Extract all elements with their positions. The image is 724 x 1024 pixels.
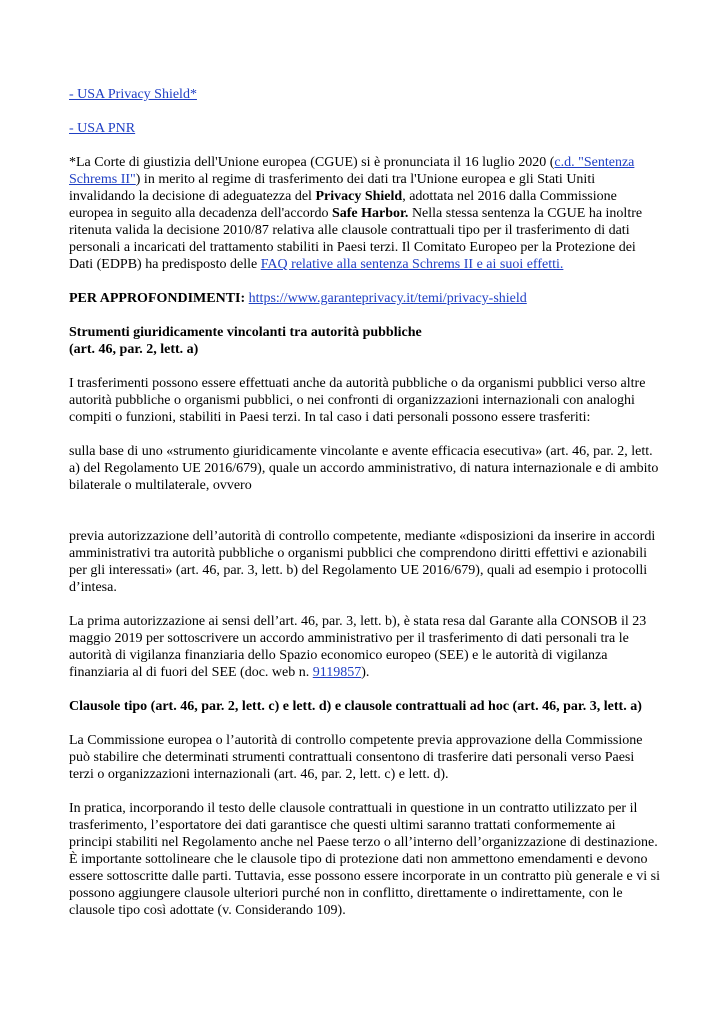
- link-doc-web-9119857[interactable]: 9119857: [312, 665, 362, 680]
- cgue-text-2: ) in merito al regime di trasferimento dei dati tra l'Unione europea e gli Stati Uniti invalidando la decisione di adeguatezza del: [69, 172, 596, 204]
- section1-paragraph-1: I trasferimenti possono essere effettuati anche da autorità pubbliche o da organismi pubblici verso altre autorità pubbliche o organismi pubblici, o nei confronti di organizzazioni internazionali con analoghi compiti o funzioni, stabiliti in Paesi terzi. In tal caso i dati personali possono essere trasferiti:: [69, 376, 646, 425]
- approfondimenti-line: [69, 290, 662, 307]
- section2-heading: [69, 698, 662, 715]
- section2-paragraph-1: La Commissione europea o l’autorità di controllo competente previa approvazione della Commissione può stabilire che determinati strumenti contrattuali consentono di trasferire dati personali verso Paesi terzi o organizzazioni internazionali (art. 46, par. 2, lett. c) e lett. d).: [69, 733, 643, 782]
- link-usa-privacy-shield[interactable]: - USA Privacy Shield*: [69, 87, 197, 102]
- section1-paragraph-2: sulla base di uno «strumento giuridicamente vincolante e avente efficacia esecutiva» (art. 46, par. 2, lett. a) del Regolamento UE 2016/679), quale un accordo amministrativo, di natura internazionale e di ambito bilaterale o multilaterale, ovvero: [69, 444, 659, 493]
- section1-p4-text: La prima autorizzazione ai sensi dell’art. 46, par. 3, lett. b), è stata resa dal Garante alla CONSOB il 23 maggio 2019 per sottoscrivere un accordo amministrativo per il trasferimento di dati personali tra le autorità di vigilanza finanziaria dello Spazio economico europeo (SEE) e le autorità di vigilanza finanziaria al di fuori del SEE (doc. web n.: [69, 614, 647, 680]
- section1-paragraph-3: previa autorizzazione dell’autorità di controllo competente, mediante «disposizioni da inserire in accordi amministrativi tra autorità pubbliche o organismi pubblici che comprendono diritti effettivi e azionabili per gli interessati» (art. 46, par. 3, lett. b) del Regolamento UE 2016/679), quali ad esempio i protocolli d’intesa.: [69, 529, 656, 595]
- link-sentenza-schrems[interactable]: c.d. "Sentenza Schrems II": [69, 155, 635, 187]
- link-usa-pnr[interactable]: - USA PNR: [69, 121, 136, 136]
- section1-heading-line1: Strumenti giuridicamente vincolanti tra autorità pubbliche: [69, 325, 422, 340]
- cgue-paragraph: [69, 154, 662, 273]
- bold-privacy-shield: Privacy Shield: [315, 189, 403, 204]
- cgue-text-1: *La Corte di giustizia dell'Unione europea (CGUE) si è pronunciata il 16 luglio 2020 (: [69, 155, 555, 170]
- link-faq-schrems[interactable]: FAQ relative alla sentenza Schrems II e ai suoi effetti.: [260, 257, 564, 272]
- approfondimenti-label: PER APPROFONDIMENTI:: [69, 291, 246, 306]
- link-usa-privacy-shield-para: [69, 86, 662, 103]
- section1-heading-line2: (art. 46, par. 2, lett. a): [69, 342, 199, 357]
- bold-safe-harbor: Safe Harbor.: [331, 206, 409, 221]
- section1-p4-end: ).: [361, 665, 370, 680]
- link-garante-privacy-shield[interactable]: https://www.garanteprivacy.it/temi/privacy-shield: [248, 291, 527, 306]
- cgue-text-3: , adottata nel 2016 dalla Commissione europea in seguito alla decadenza dell'accordo: [69, 189, 617, 221]
- cgue-text-4: Nella stessa sentenza la CGUE ha inoltre ritenuta valida la decisione 2010/87 relativa alle clausole contrattuali tipo per il trasferimento di dati personali a incaricati del trattamento stabiliti in Paesi terzi. Il Comitato Europeo per la Protezione dei Dati (EDPB) ha predisposto delle: [69, 206, 643, 272]
- link-usa-pnr-para: [69, 120, 662, 137]
- section2-heading-text: Clausole tipo (art. 46, par. 2, lett. c) e lett. d) e clausole contrattuali ad hoc (art. 46, par. 3, lett. a): [69, 699, 642, 714]
- section1-paragraph-4: [69, 613, 662, 681]
- section1-heading: [69, 324, 662, 358]
- section2-paragraph-2: In pratica, incorporando il testo delle clausole contrattuali in questione in un contratto utilizzato per il trasferimento, l’esportatore dei dati garantisce che questi ultimi saranno trattati conformemente ai principi stabiliti nel Regolamento anche nel Paese terzo o all’interno dell’organizzazione di destinazione. È importante sottolineare che le clausole tipo di protezione dati non ammettono emendamenti e devono essere sottoscritte dalle parti. Tuttavia, esse possono essere incorporate in un contratto più generale e vi si possono aggiungere clausole ulteriori purché non in conflitto, direttamente o indirettamente, con le clausole tipo così adottate (v. Considerando 109).: [69, 801, 660, 918]
